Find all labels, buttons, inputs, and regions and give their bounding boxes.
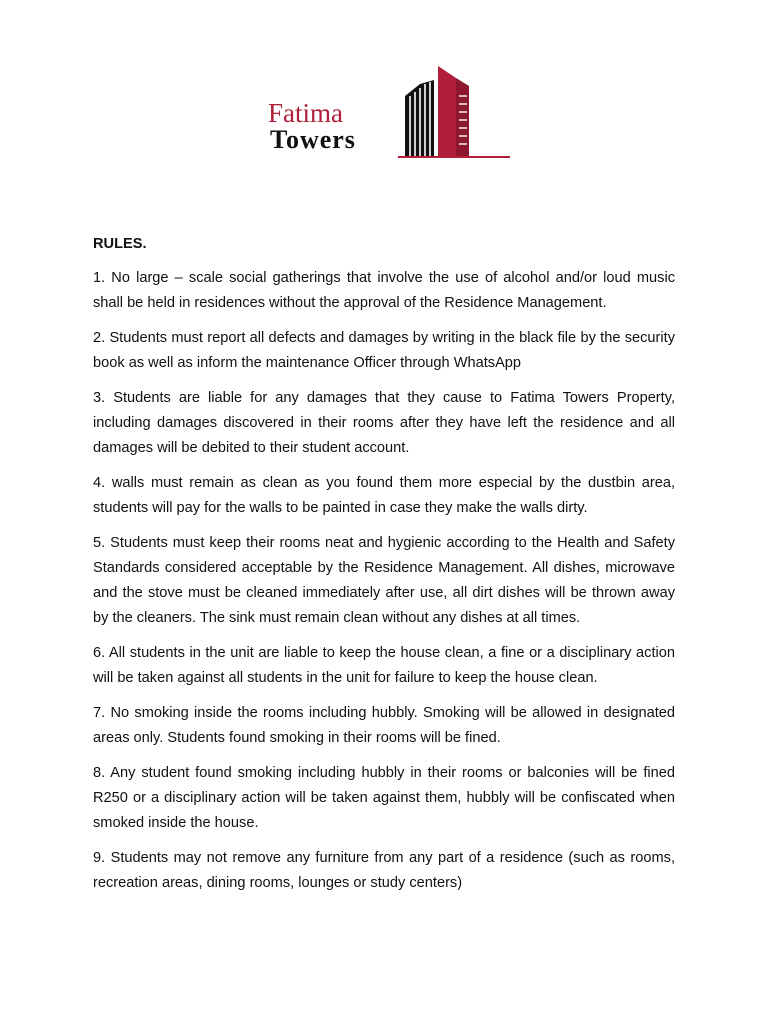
rule-1: 1. No large – scale social gatherings that involve the use of alcohol and/or loud music shall be held in residences without the approval of the Residence Management. bbox=[93, 270, 675, 311]
rule-3: 3. Students are liable for any damages that they cause to Fatima Towers Property, including damages discovered in their rooms after they have left the residence and all damages will be debited to their student account. bbox=[93, 390, 675, 456]
rules-heading: RULES. bbox=[93, 236, 147, 252]
rule-6: 6. All students in the unit are liable to keep the house clean, a fine or a disciplinary action will be taken against all students in the unit for failure to keep the house clean. bbox=[93, 645, 675, 686]
rules-content bbox=[93, 232, 675, 906]
rule-7: 7. No smoking inside the rooms including hubbly. Smoking will be allowed in designated areas only. Students found smoking in their rooms will be fined. bbox=[93, 705, 675, 746]
fatima-towers-logo bbox=[262, 62, 514, 162]
rule-9: 9. Students may not remove any furniture from any part of a residence (such as rooms, recreation areas, dining rooms, lounges or study centers) bbox=[93, 850, 675, 891]
rule-8: 8. Any student found smoking including hubbly in their rooms or balconies will be fined R250 or a disciplinary action will be taken against them, hubbly will be confiscated when smoked inside the house. bbox=[93, 765, 675, 831]
logo-text-fatima: Fatima bbox=[268, 98, 343, 128]
rule-2: 2. Students must report all defects and damages by writing in the black file by the security book as well as inform the maintenance Officer through WhatsApp bbox=[93, 330, 675, 371]
rule-5: 5. Students must keep their rooms neat and hygienic according to the Health and Safety Standards considered acceptable by the Residence Management. All dishes, microwave and the stove must be cleaned immediately after use, all dirt dishes will be thrown away by the cleaners. The sink must remain clean without any dishes at all times. bbox=[93, 535, 675, 626]
logo-text-towers: Towers bbox=[270, 125, 356, 154]
building-icon bbox=[398, 66, 510, 157]
logo-graphic bbox=[262, 62, 514, 162]
rule-4: 4. walls must remain as clean as you found them more especial by the dustbin area, students will pay for the walls to be painted in case they make the walls dirty. bbox=[93, 475, 675, 516]
